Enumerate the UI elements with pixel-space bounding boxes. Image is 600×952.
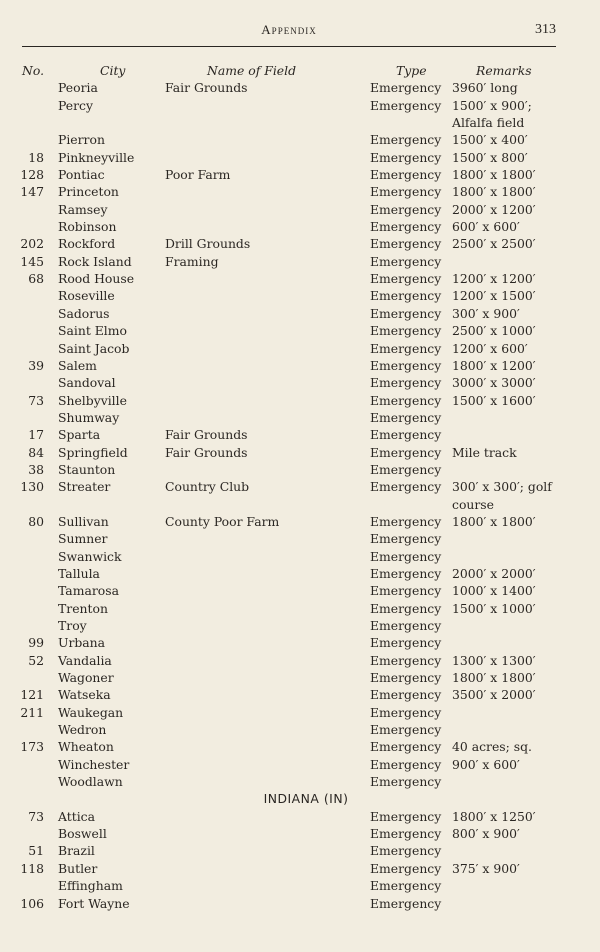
page-number: 313 (535, 22, 556, 37)
cell-city: Rockford (58, 236, 116, 252)
cell-type: Emergency (370, 479, 442, 495)
cell-city: Princeton (58, 184, 119, 200)
cell-field: Fair Grounds (165, 444, 248, 460)
cell-city: Robinson (58, 219, 117, 235)
table-row (0, 617, 600, 634)
table-row (0, 357, 600, 374)
table-row (0, 287, 600, 304)
cell-city: Tamarosa (58, 583, 119, 599)
cell-type: Emergency (370, 427, 442, 443)
cell-type: Emergency (370, 149, 442, 165)
cell-type: Emergency (370, 392, 442, 408)
cell-city: Percy (58, 97, 93, 113)
table-row (0, 860, 600, 877)
cell-remarks: 800′ x 900′ (452, 826, 520, 842)
cell-remarks: 2000′ x 2000′ (452, 565, 536, 581)
cell-type: Emergency (370, 774, 442, 790)
table-row (0, 218, 600, 235)
cell-city: Boswell (58, 826, 107, 842)
cell-city: Vandalia (58, 652, 112, 668)
cell-city: Wagoner (58, 670, 114, 686)
cell-type: Emergency (370, 236, 442, 252)
table-row (0, 409, 600, 426)
cell-remarks: 2500′ x 1000′ (452, 323, 536, 339)
cell-type: Emergency (370, 808, 442, 824)
cell-no: 51 (28, 843, 44, 859)
table-row (0, 322, 600, 339)
cell-remarks: 1500′ x 900′; (452, 97, 532, 113)
cell-city: Fort Wayne (58, 895, 130, 911)
cell-remarks: 1500′ x 800′ (452, 149, 528, 165)
cell-remarks: 1200′ x 1500′ (452, 288, 536, 304)
table-row (0, 634, 600, 651)
cell-city: Saint Elmo (58, 323, 127, 339)
cell-field: Drill Grounds (165, 236, 251, 252)
table-row (0, 444, 600, 461)
cell-type: Emergency (370, 305, 442, 321)
cell-remarks: 40 acres; sq. (452, 739, 532, 755)
cell-remarks: 600′ x 600′ (452, 219, 520, 235)
cell-no: 121 (20, 687, 44, 703)
cell-city: Sparta (58, 427, 101, 443)
cell-type: Emergency (370, 409, 442, 425)
table-row (0, 253, 600, 270)
cell-type: Emergency (370, 652, 442, 668)
cell-remarks: 1200′ x 600′ (452, 340, 528, 356)
table-row (0, 652, 600, 669)
cell-no: 145 (20, 253, 44, 269)
cell-remarks: 1800′ x 1200′ (452, 357, 536, 373)
table-row (0, 895, 600, 912)
cell-type: Emergency (370, 80, 442, 96)
cell-type: Emergency (370, 565, 442, 581)
cell-city: Springfield (58, 444, 128, 460)
cell-type: Emergency (370, 670, 442, 686)
cell-city: Sumner (58, 531, 108, 547)
cell-city: Pontiac (58, 167, 105, 183)
cell-type: Emergency (370, 97, 442, 113)
cell-remarks: 1500′ x 400′ (452, 132, 528, 148)
cell-remarks: Alfalfa field (452, 115, 525, 131)
cell-field: County Poor Farm (165, 513, 280, 529)
table-row (0, 478, 600, 495)
state-label: INDIANA (IN) (263, 791, 349, 807)
table-row (0, 79, 600, 96)
table-row (0, 305, 600, 322)
cell-city: Urbana (58, 635, 106, 651)
cell-type: Emergency (370, 739, 442, 755)
cell-remarks: 1800′ x 1800′ (452, 513, 536, 529)
cell-remarks: 1800′ x 1250′ (452, 808, 536, 824)
cell-no: 38 (28, 461, 44, 477)
cell-no: 202 (20, 236, 44, 252)
cell-city: Tallula (58, 565, 100, 581)
cell-remarks: 3000′ x 3000′ (452, 375, 536, 391)
table-row (0, 686, 600, 703)
cell-no: 211 (20, 704, 44, 720)
cell-city: Wheaton (58, 739, 114, 755)
cell-field: Framing (165, 253, 219, 269)
cell-type: Emergency (370, 288, 442, 304)
cell-city: Pierron (58, 132, 105, 148)
running-title: Appendix (261, 22, 317, 37)
table-row (0, 773, 600, 790)
cell-city: Rock Island (58, 253, 132, 269)
cell-type: Emergency (370, 826, 442, 842)
cell-city: Trenton (58, 600, 108, 616)
cell-remarks: course (452, 496, 494, 512)
cell-no: 73 (28, 392, 44, 408)
cell-no: 99 (28, 635, 44, 651)
cell-field: Fair Grounds (165, 80, 248, 96)
cell-type: Emergency (370, 531, 442, 547)
table-row (0, 548, 600, 565)
cell-no: 80 (28, 513, 44, 529)
cell-no: 17 (28, 427, 44, 443)
cell-type: Emergency (370, 895, 442, 911)
cell-field: Fair Grounds (165, 427, 248, 443)
cell-type: Emergency (370, 357, 442, 373)
cell-type: Emergency (370, 548, 442, 564)
table-row (0, 392, 600, 409)
cell-type: Emergency (370, 860, 442, 876)
table-row (0, 565, 600, 582)
cell-city: Effingham (58, 878, 123, 894)
header-type: Type (396, 63, 427, 78)
cell-type: Emergency (370, 722, 442, 738)
cell-type: Emergency (370, 513, 442, 529)
state-heading (0, 790, 600, 807)
table-row (0, 582, 600, 599)
table-row (0, 756, 600, 773)
cell-city: Salem (58, 357, 97, 373)
table-row (0, 374, 600, 391)
table-row (0, 270, 600, 287)
table-row-continuation (0, 496, 600, 513)
cell-city: Woodlawn (58, 774, 123, 790)
cell-field: Poor Farm (165, 167, 231, 183)
table-row (0, 235, 600, 252)
table-row (0, 877, 600, 894)
cell-type: Emergency (370, 219, 442, 235)
running-head (22, 22, 556, 42)
table-header (0, 62, 600, 79)
airfield-table (0, 62, 600, 912)
cell-type: Emergency (370, 618, 442, 633)
cell-city: Brazil (58, 843, 95, 859)
cell-no: 130 (20, 479, 44, 495)
cell-type: Emergency (370, 323, 442, 339)
table-row (0, 600, 600, 617)
cell-city: Sandoval (58, 375, 116, 391)
cell-type: Emergency (370, 340, 442, 356)
header-rule (22, 46, 556, 47)
cell-city: Pinkneyville (58, 149, 135, 165)
cell-type: Emergency (370, 878, 442, 894)
cell-remarks: 300′ x 300′; golf (452, 479, 552, 495)
cell-no: 128 (20, 167, 44, 183)
header-field: Name of Field (207, 63, 297, 78)
cell-remarks: 300′ x 900′ (452, 305, 520, 321)
cell-city: Ramsey (58, 201, 108, 217)
table-row (0, 131, 600, 148)
cell-type: Emergency (370, 271, 442, 287)
cell-no: 84 (28, 444, 44, 460)
cell-city: Rood House (58, 271, 135, 287)
cell-remarks: 2000′ x 1200′ (452, 201, 536, 217)
cell-type: Emergency (370, 635, 442, 651)
cell-type: Emergency (370, 461, 442, 477)
cell-city: Staunton (58, 461, 116, 477)
cell-remarks: 1500′ x 1600′ (452, 392, 536, 408)
table-row (0, 97, 600, 114)
cell-type: Emergency (370, 583, 442, 599)
cell-no: 173 (20, 739, 44, 755)
cell-remarks: 1800′ x 1800′ (452, 167, 536, 183)
cell-remarks: 3500′ x 2000′ (452, 687, 536, 703)
table-row (0, 808, 600, 825)
cell-remarks: Mile track (452, 444, 517, 460)
cell-remarks: 1200′ x 1200′ (452, 271, 536, 287)
cell-city: Watseka (58, 687, 111, 703)
cell-city: Streater (58, 479, 111, 495)
table-row (0, 704, 600, 721)
cell-city: Waukegan (58, 704, 124, 720)
cell-no: 18 (28, 149, 44, 165)
cell-type: Emergency (370, 375, 442, 391)
cell-type: Emergency (370, 184, 442, 200)
cell-city: Troy (58, 618, 87, 633)
cell-type: Emergency (370, 756, 442, 772)
cell-city: Sadorus (58, 305, 110, 321)
cell-no: 118 (20, 860, 44, 876)
header-remarks: Remarks (476, 63, 532, 78)
cell-type: Emergency (370, 201, 442, 217)
cell-no: 68 (28, 271, 44, 287)
cell-type: Emergency (370, 444, 442, 460)
table-row (0, 513, 600, 530)
cell-remarks: 375′ x 900′ (452, 860, 520, 876)
table-row (0, 201, 600, 218)
cell-remarks: 900′ x 600′ (452, 756, 520, 772)
cell-remarks: 1300′ x 1300′ (452, 652, 536, 668)
table-row (0, 669, 600, 686)
cell-city: Shumway (58, 409, 120, 425)
cell-city: Wedron (58, 722, 107, 738)
cell-no: 52 (28, 652, 44, 668)
table-row (0, 825, 600, 842)
table-row (0, 842, 600, 859)
cell-remarks: 1800′ x 1800′ (452, 184, 536, 200)
table-row (0, 721, 600, 738)
cell-city: Saint Jacob (58, 340, 130, 356)
cell-city: Swanwick (58, 548, 122, 564)
cell-city: Sullivan (58, 513, 109, 529)
table-row (0, 530, 600, 547)
cell-no: 73 (28, 808, 44, 824)
table-row (0, 166, 600, 183)
table-row (0, 149, 600, 166)
cell-remarks: 1500′ x 1000′ (452, 600, 536, 616)
cell-type: Emergency (370, 132, 442, 148)
cell-city: Shelbyville (58, 392, 127, 408)
cell-city: Roseville (58, 288, 115, 304)
cell-type: Emergency (370, 843, 442, 859)
cell-city: Winchester (58, 756, 130, 772)
cell-type: Emergency (370, 600, 442, 616)
table-row (0, 340, 600, 357)
table-row (0, 738, 600, 755)
table-row (0, 461, 600, 478)
table-row-continuation (0, 114, 600, 131)
cell-remarks: 2500′ x 2500′ (452, 236, 536, 252)
cell-remarks: 3960′ long (452, 80, 518, 96)
cell-city: Butler (58, 860, 98, 876)
cell-no: 39 (28, 357, 44, 373)
cell-city: Attica (58, 808, 95, 824)
cell-type: Emergency (370, 167, 442, 183)
cell-remarks: 1000′ x 1400′ (452, 583, 536, 599)
cell-remarks: 1800′ x 1800′ (452, 670, 536, 686)
cell-field: Country Club (165, 479, 250, 495)
table-row (0, 183, 600, 200)
cell-type: Emergency (370, 687, 442, 703)
cell-no: 106 (20, 895, 44, 911)
cell-type: Emergency (370, 253, 442, 269)
header-no: No. (22, 63, 45, 78)
table-row (0, 426, 600, 443)
cell-city: Peoria (58, 80, 98, 96)
cell-no: 147 (20, 184, 44, 200)
cell-type: Emergency (370, 704, 442, 720)
header-city: City (100, 63, 126, 78)
